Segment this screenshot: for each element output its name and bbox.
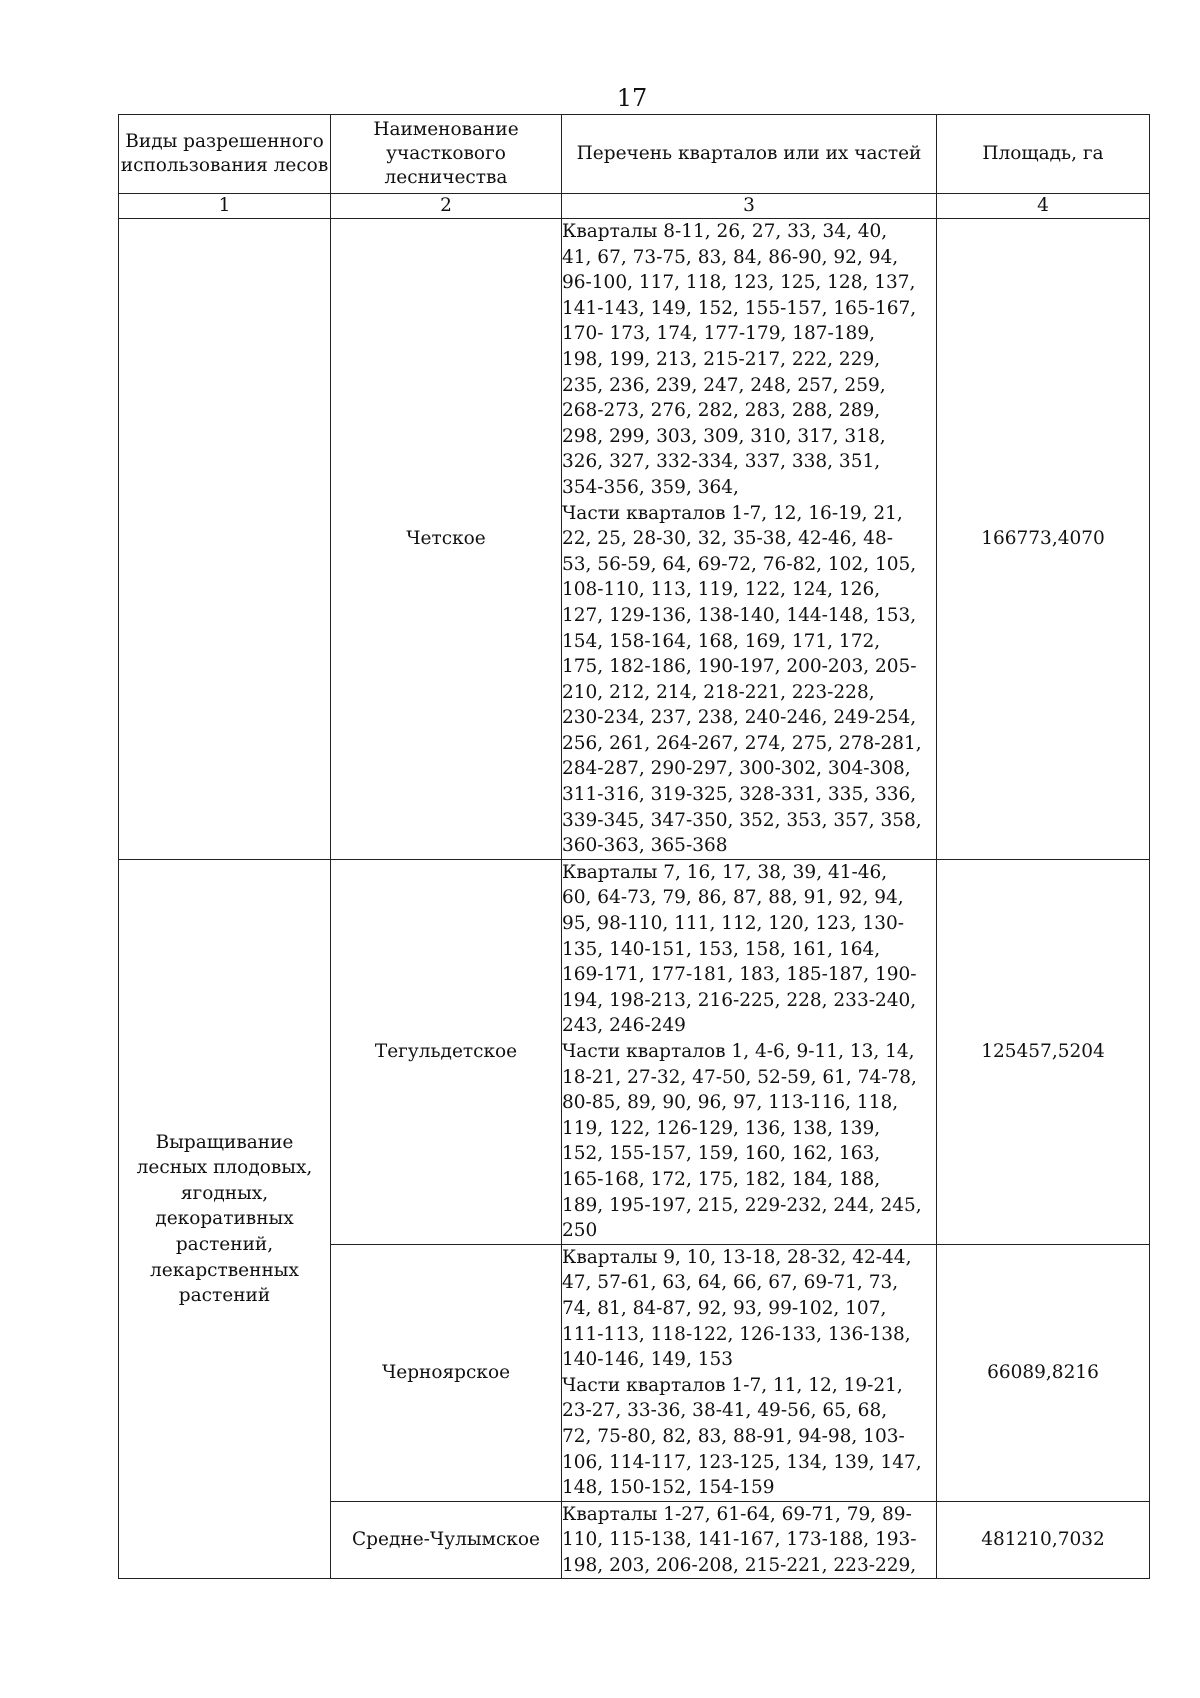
quarters-list <box>562 219 937 860</box>
area-value: 125457,5204 <box>937 859 1150 1244</box>
column-number: 4 <box>937 194 1150 219</box>
use-type-cell <box>119 219 331 860</box>
quarter-parts-text: Части кварталов 1, 4-6, 9-11, 13, 14, 18-21, 27-32, 47-50, 52-59, 61, 74-78, 80-85, 89, 90, 96, 97, 113-116, 118, 119, 122, 126-129, 136, 138, 139, 152, 155-157, 159, 160, 162, 163, 165-168, 172, 175, 182, 184, 188, 189, 195-197, 215, 229-232, 244, 245, 250 <box>562 1041 922 1242</box>
quarters-list <box>562 1244 937 1501</box>
column-number: 3 <box>562 194 937 219</box>
area-value: 481210,7032 <box>937 1501 1150 1579</box>
quarters-list <box>562 859 937 1244</box>
forestry-name: Черноярское <box>331 1244 562 1501</box>
area-value: 66089,8216 <box>937 1244 1150 1501</box>
column-number: 2 <box>331 194 562 219</box>
quarters-text: Кварталы 1-27, 61-64, 69-71, 79, 89- 110, 115-138, 141-167, 173-188, 193- 198, 203, 206-208, 215-221, 223-229, <box>562 1503 917 1576</box>
forest-use-table <box>118 114 1150 1579</box>
table-row <box>119 219 1150 860</box>
quarters-text: Кварталы 9, 10, 13-18, 28-32, 42-44, 47, 57-61, 63, 64, 66, 67, 69-71, 73, 74, 81, 84-87, 92, 93, 99-102, 107, 111-113, 118-122, 126-133, 136-138, 140-146, 149, 153 <box>562 1246 912 1371</box>
forestry-name: Средне-Чулымское <box>331 1501 562 1579</box>
column-number: 1 <box>119 194 331 219</box>
forestry-name: Четское <box>331 219 562 860</box>
header-area: Площадь, га <box>937 115 1150 194</box>
quarters-text: Кварталы 8-11, 26, 27, 33, 34, 40, 41, 67, 73-75, 83, 84, 86-90, 92, 94, 96-100, 117, 118, 123, 125, 128, 137, 141-143, 149, 152, 155-157, 165-167, 170- 173, 174, 177-179, 187-189, 198, 199, 213, 215-217, 222, 229, 235, 236, 239, 247, 248, 257, 259, 268-273, 276, 282, 283, 288, 289, 298, 299, 303, 309, 310, 317, 318, 326, 327, 332-334, 337, 338, 351, 354-356, 359, 364, <box>562 221 917 498</box>
quarters-list <box>562 1501 937 1579</box>
header-forestry: Наименование участкового лесничества <box>331 115 562 194</box>
forestry-name: Тегульдетское <box>331 859 562 1244</box>
page-number: 17 <box>616 84 648 112</box>
table-header-row <box>119 115 1150 194</box>
header-use-type: Виды разрешенного использования лесов <box>119 115 331 194</box>
quarter-parts-text: Части кварталов 1-7, 12, 16-19, 21, 22, 25, 28-30, 32, 35-38, 42-46, 48- 53, 56-59, 64, 69-72, 76-82, 102, 105, 108-110, 113, 119, 122, 124, 126, 127, 129-136, 138-140, 144-148, 153, 154, 158-164, 168, 169, 171, 172, 175, 182-186, 190-197, 200-203, 205- 210, 212, 214, 218-221, 223-228, 230-234, 237, 238, 240-246, 249-254, 256, 261, 264-267, 274, 275, 278-281, 284-287, 290-297, 300-302, 304-308, 311-316, 319-325, 328-331, 335, 336, 339-345, 347-350, 352, 353, 357, 358, 360-363, 365-368 <box>562 502 922 857</box>
quarters-text: Кварталы 7, 16, 17, 38, 39, 41-46, 60, 64-73, 79, 86, 87, 88, 91, 92, 94, 95, 98-110, 111, 112, 120, 123, 130- 135, 140-151, 153, 158, 161, 164, 169-171, 177-181, 183, 185-187, 190- 194, 198-213, 216-225, 228, 233-240, 243, 246-249 <box>562 861 917 1037</box>
table-row <box>119 859 1150 1244</box>
header-quarters: Перечень кварталов или их частей <box>562 115 937 194</box>
area-value: 166773,4070 <box>937 219 1150 860</box>
quarter-parts-text: Части кварталов 1-7, 11, 12, 19-21, 23-27, 33-36, 38-41, 49-56, 65, 68, 72, 75-80, 82, 83, 88-91, 94-98, 103- 106, 114-117, 123-125, 134, 139, 147, 148, 150-152, 154-159 <box>562 1374 922 1499</box>
column-number-row <box>119 194 1150 219</box>
use-type-cell: Выращивание лесных плодовых, ягодных, декоративных растений, лекарственных растений <box>119 859 331 1579</box>
